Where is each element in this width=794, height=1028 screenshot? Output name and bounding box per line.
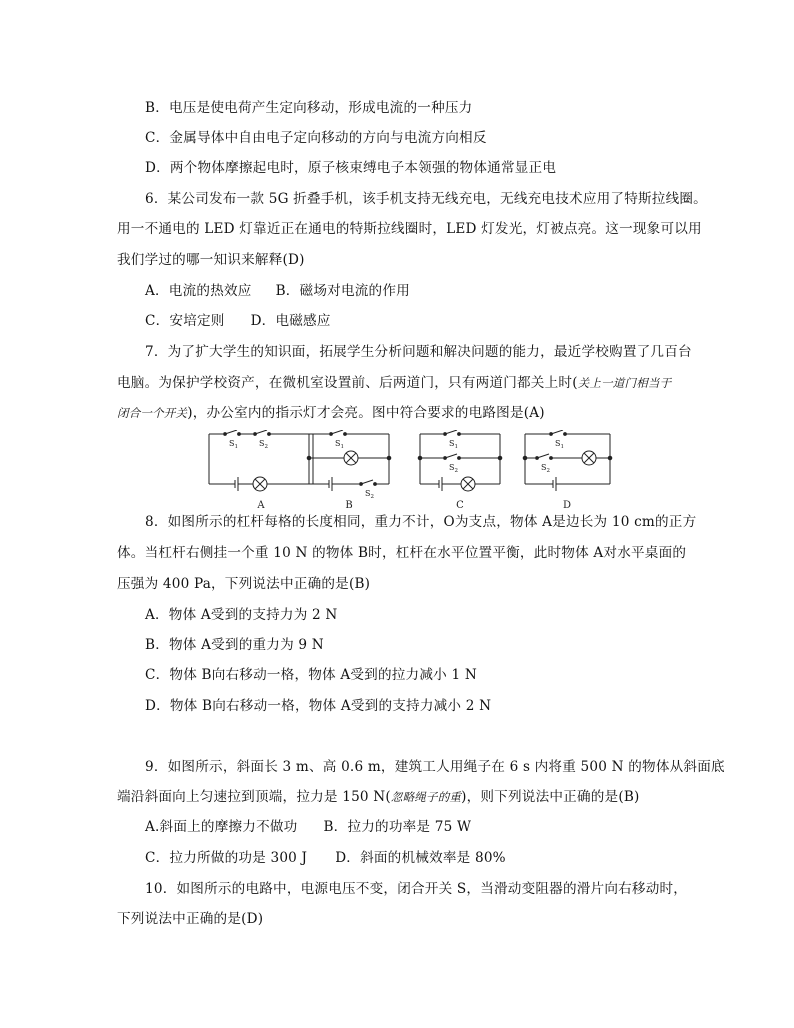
- q6-options-row1: [145, 282, 410, 300]
- q9-option-a: A.斜面上的摩擦力不做功: [145, 819, 298, 835]
- q9-option-b: B．拉力的功率是 75 W: [323, 819, 472, 835]
- q10-stem-line1: 10．如图所示的电路中，电源电压不变，闭合开关 S，当滑动变阻器的滑片向右移动时，: [145, 881, 688, 897]
- q6-option-b: B．磁场对电流的作用: [275, 283, 410, 299]
- q6-stem-line2: 用一不通电的 LED 灯靠近正在通电的特斯拉线圈时，LED 灯发光，灯被点亮。这一现象可以用: [117, 221, 702, 237]
- q6-stem-line3: 我们学过的哪一知识来解释(D): [117, 252, 305, 268]
- q7-note-part2: 闭合一个开关: [117, 406, 188, 420]
- q8-stem-line1: 8．如图所示的杠杆每格的长度相同，重力不计，O为支点，物体 A是边长为 10 cm的正方: [145, 514, 697, 530]
- circuit-diagrams-figure: [205, 430, 615, 515]
- q6-option-d: D．电磁感应: [250, 313, 331, 329]
- circuit-c: [418, 430, 502, 491]
- circuit-c-s1-label: $S_1$: [449, 439, 458, 450]
- circuit-d-s1-label: $S_1$: [555, 439, 564, 450]
- q7-note-part1: 关上一道门相当于: [577, 376, 672, 390]
- q8-option-a: A．物体 A受到的支持力为 2 N: [145, 607, 338, 623]
- q10-stem-line2: 下列说法中正确的是(D): [117, 911, 264, 927]
- q7-stem-line2: 电脑。为保护学校资产，在微机室设置前、后两道门，只有两道门都关上时(关上一道门相当于: [117, 375, 672, 391]
- circuit-a-s1-label: $S_1$: [229, 439, 238, 450]
- q8-stem-line3: 压强为 400 Pa，下列说法中正确的是(B): [117, 576, 371, 592]
- circuit-d-caption: D: [562, 500, 572, 511]
- circuit-c-s2-label: $S_2$: [449, 463, 458, 474]
- q8-option-b: B．物体 A受到的重力为 9 N: [145, 637, 324, 653]
- q5-option-b: B．电压是使电荷产生定向移动，形成电流的一种压力: [145, 100, 473, 116]
- q6-option-a: A．电流的热效应: [145, 283, 252, 299]
- q9-options-row1: [145, 818, 471, 836]
- q5-option-d: D．两个物体摩擦起电时，原子核束缚电子本领强的物体通常显正电: [145, 160, 557, 176]
- q8-option-d: D．物体 B向右移动一格，物体 A受到的支持力减小 2 N: [145, 698, 492, 714]
- q9-option-c: C．拉力所做的功是 300 J: [145, 850, 308, 866]
- q9-stem-line2: 端沿斜面向上匀速拉到顶端，拉力是 150 N(忽略绳子的重)，则下列说法中正确的是(B): [117, 789, 640, 805]
- q8-stem-line2: 体。当杠杆右侧挂一个重 10 N 的物体 B时，杠杆在水平位置平衡，此时物体 A对水平桌面的: [117, 545, 687, 561]
- q6-options-row2: [145, 312, 331, 330]
- q8-option-c: C．物体 B向右移动一格，物体 A受到的拉力减小 1 N: [145, 667, 477, 683]
- circuit-a-s2-label: $S_2$: [259, 439, 268, 450]
- q5-option-c: C．金属导体中自由电子定向移动的方向与电流方向相反: [145, 130, 487, 146]
- q9-stem-line1: 9．如图所示，斜面长 3 m、高 0.6 m，建筑工人用绳子在 6 s 内将重 500 N 的物体从斜面底: [145, 759, 725, 775]
- circuit-c-caption: C: [456, 500, 464, 511]
- q7-stem-line1: 7．为了扩大学生的知识面，拓展学生分析问题和解决问题的能力，最近学校购置了几百台: [145, 344, 692, 360]
- q9-note: 忽略绳子的重: [390, 790, 462, 804]
- circuit-a-caption: A: [257, 500, 265, 511]
- circuit-b-caption: B: [345, 500, 353, 511]
- circuit-b-s1-label: $S_1$: [335, 439, 344, 450]
- q7-stem-line3: 闭合一个开关)，办公室内的指示灯才会亮。图中符合要求的电路图是(A): [117, 405, 545, 421]
- circuit-d-s2-label: $S_2$: [541, 463, 550, 474]
- circuit-b: [307, 430, 391, 491]
- q9-options-row2: [145, 849, 506, 867]
- q6-stem-line1: 6．某公司发布一款 5G 折叠手机，该手机支持无线充电，无线充电技术应用了特斯拉线圈。: [145, 191, 707, 207]
- circuit-b-s2-label: $S_2$: [365, 489, 374, 500]
- q6-option-c: C．安培定则: [145, 313, 225, 329]
- circuit-d: [523, 430, 612, 491]
- q9-option-d: D．斜面的机械效率是 80%: [335, 850, 506, 866]
